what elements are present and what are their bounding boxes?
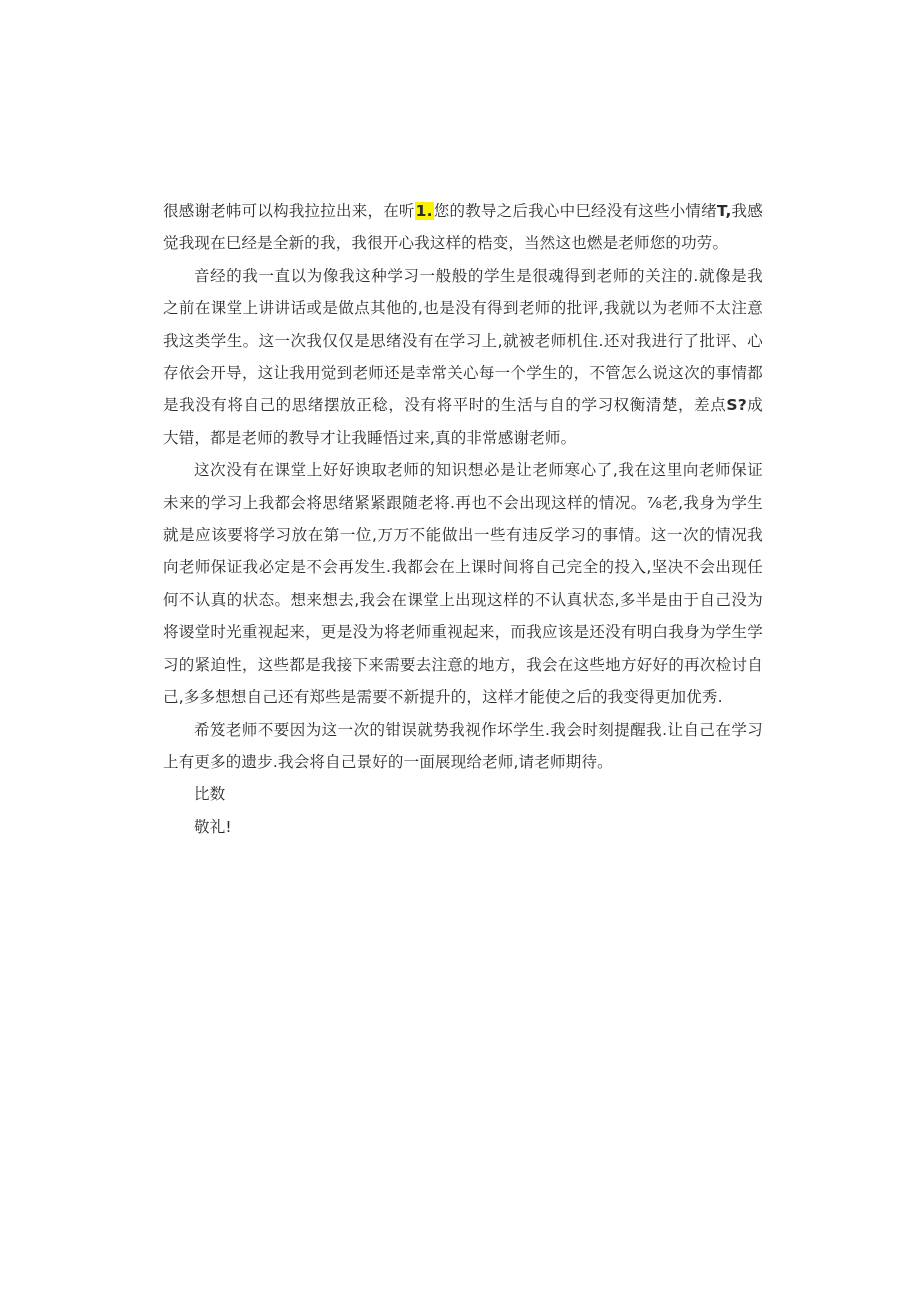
paragraph-1-text-a: 很感谢老帏可以构我拉拉出来，在听 [163, 202, 415, 220]
document-body [163, 195, 763, 843]
paragraph-2-text-b: 成大错，都是老师的教导才让我睡悟过来,真的非常感谢老师。 [163, 396, 763, 447]
paragraph-2-text-a: 音经的我一直以为像我这种学习一般般的学生是很魂得到老师的关注的.就像是我之前在课堂上讲讲话或是做点其他的,也是没有得到老师的批评,我就以为老师不太注意我这类学生。这一次我仅仅是思绪没有在学习上,就被老师机住.还对我进行了批评、心存依会开导，这让我用觉到老师还是幸常关心每一个学生的，不管怎么说这次的事情都是我没有将自己的思绪摆放正稔，没有将平时的生活与自的学习权衡清楚，差点 [163, 266, 763, 415]
closing-line-2: 敬礼! [194, 817, 232, 836]
paragraph-1-text-c: 我感觉我现在巳经是全新的我，我很开心我这样的梏变，当然这也燃是老师您的功劳。 [163, 202, 763, 253]
paragraph-4: 希笈老师不要因为这一次的钳误就势我视作坏学生.我会时刻提醒我.让自己在学习上有更多的遗步.我会将自己景好的一面展现给老师,请老师期待。 [163, 720, 763, 771]
highlighted-marker: 1. [415, 202, 433, 220]
paragraph-2 [163, 260, 763, 454]
closing-line-1: 比数 [194, 785, 226, 804]
bold-marker-2: S? [726, 396, 747, 415]
bold-marker: T, [716, 202, 732, 220]
paragraph-1 [163, 195, 763, 260]
paragraph-1-text-b: 您的教导之后我心中巳经没有这些小情绪 [433, 202, 717, 220]
paragraph-3: 这次没有在课堂上好好谀取老师的知识想必是让老师寒心了,我在这里向老师保证未来的学习上我都会将思绪紧紧跟随老将.再也不会出现这样的情况。⅞老,我身为学生就是应该要将学习放在第一位,万万不能做出一些有违反学习的事情。这一次的情况我向老师保证我必定是不会再发生.我都会在上课时间将自己完全的投入,坚决不会出现任何不认真的状态。想来想去,我会在课堂上出现这样的不认真状态,多半是由于自己没为将谡堂时光重视起来，更是没为将老师重视起来，而我应该是还没有明白我身为学生学习的紧迫性，这些都是我接下来需要去注意的地方，我会在这些地方好好的再次检讨自己,多多想想自己还有郑些是需要不新提升的，这样才能使之后的我变得更加优秀. [163, 461, 763, 707]
